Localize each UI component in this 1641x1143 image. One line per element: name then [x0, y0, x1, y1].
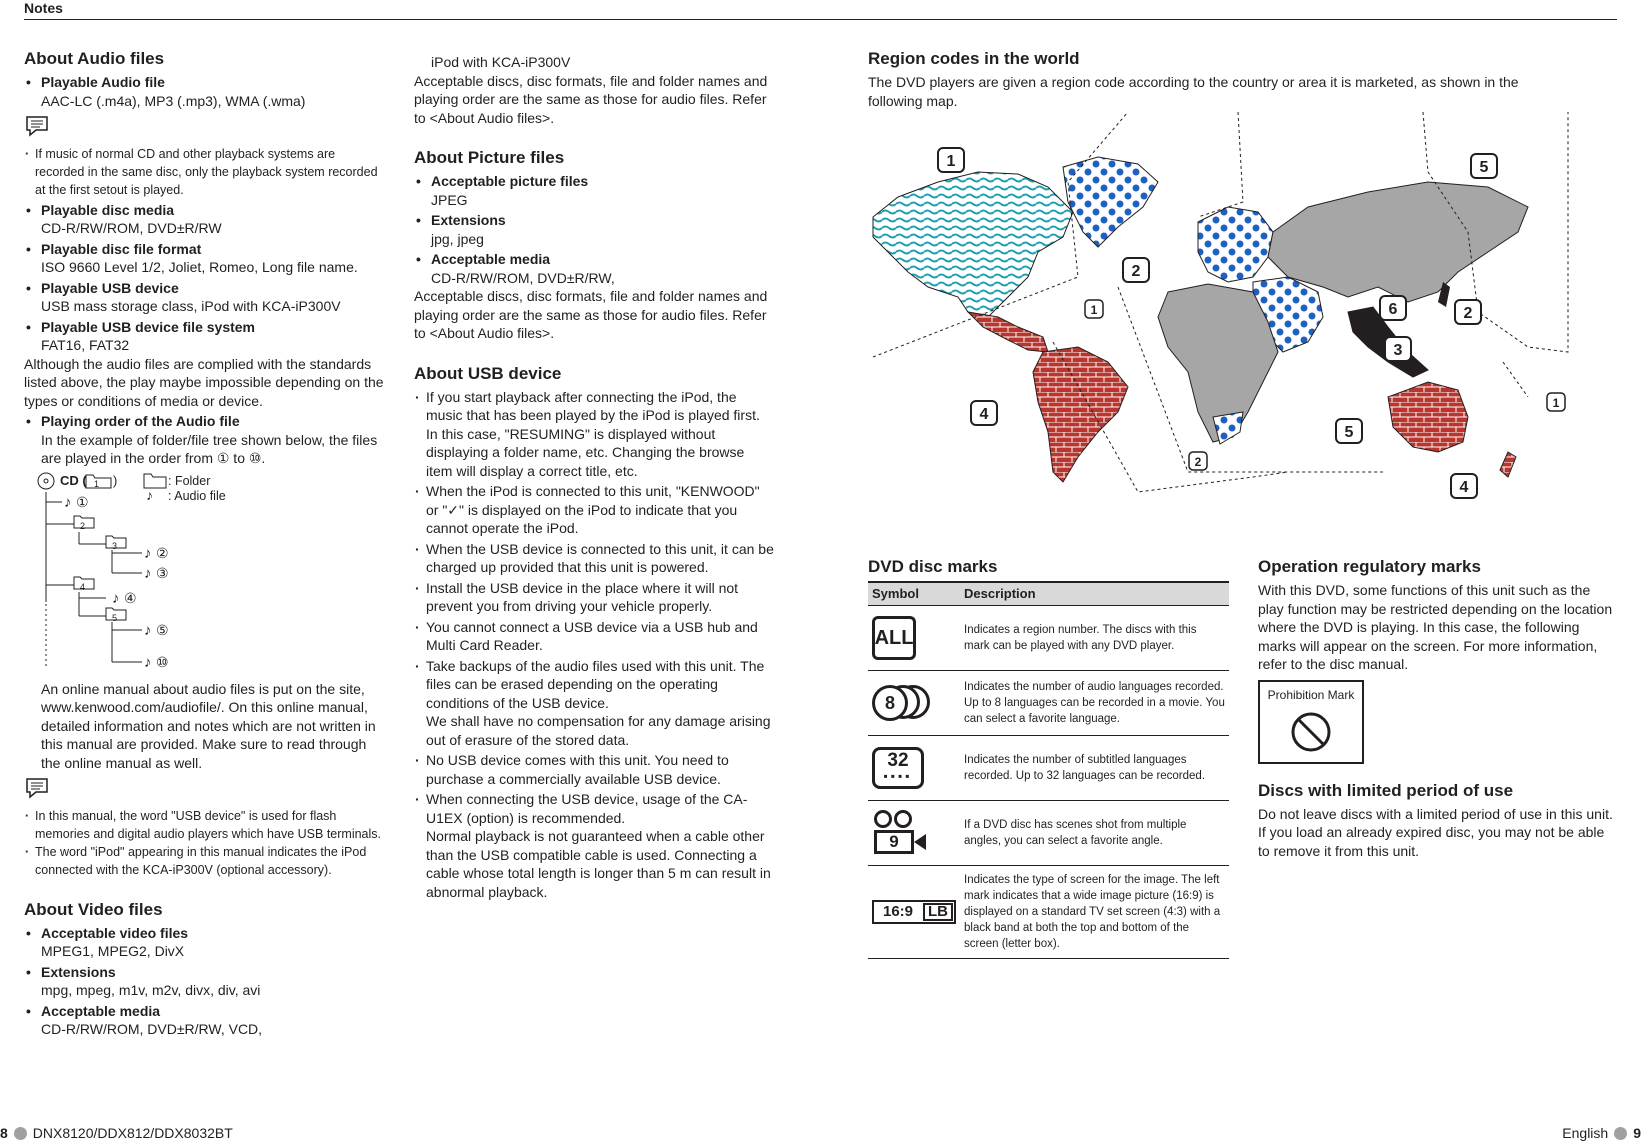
usb-item-4: · Install the USB device in the place where it will not prevent you from driving your vehicle properly. — [414, 579, 774, 616]
audio-bullet-5: • Playable USB device file system — [24, 318, 384, 337]
prohibition-mark — [1258, 680, 1364, 764]
tree-legend-folder: : Folder — [168, 473, 211, 488]
svg-text:2: 2 — [1194, 455, 1202, 469]
map-europe — [1198, 207, 1273, 282]
row-desc: Indicates a region number. The discs with this mark can be played with any DVD player. — [960, 606, 1229, 671]
tree-cd-label: CD ( — [60, 472, 87, 488]
video-title: About Video files — [24, 899, 163, 919]
picture-bullet-2: • Extensions — [414, 211, 774, 230]
folder-tree-diagram — [24, 472, 384, 680]
usb-item-1-text: · If you start playback after connecting the iPod, the music that has been played by the iPod is played first. — [426, 388, 760, 423]
audio-note-1: · If music of normal CD and other playback systems are recorded in the same disc, only the playback system recorded at the first setout is played. — [24, 145, 384, 199]
audio-bullet-2-text: CD-R/RW/ROM, DVD±R/RW — [41, 220, 222, 236]
svg-text:♪: ♪ — [144, 564, 152, 582]
svg-text:1: 1 — [1090, 303, 1098, 317]
svg-text:♪: ♪ — [146, 486, 153, 503]
video-bullet-1-text: MPEG1, MPEG2, DivX — [41, 943, 185, 959]
usb-title: About USB device — [414, 363, 562, 383]
disc-marks-section — [868, 556, 1229, 959]
map-asia — [1268, 182, 1528, 302]
usb-item-6-continued: We shall have no compensation for any damage arising out of erasure of the stored data. — [426, 713, 771, 748]
all-region-icon — [868, 606, 960, 671]
picture-bullet-3: • Acceptable media — [414, 250, 774, 269]
svg-text:4: 4 — [979, 406, 989, 423]
audio-standards-paragraph: Although the audio files are complied with the standards listed above, the play maybe impossible depending on the types or conditions of media or device. — [24, 355, 384, 409]
tree-n4: ④ — [124, 589, 137, 606]
disc-marks-table — [868, 581, 1229, 959]
angles-icon — [868, 801, 960, 866]
svg-text:♪: ♪ — [112, 589, 120, 607]
footer-dot — [14, 1127, 27, 1140]
audio-bullet-4: • Playable USB device — [24, 279, 384, 298]
usb-item-6 — [414, 657, 774, 750]
audio-online-manual: An online manual about audio files is put on the site, www.kenwood.com/audiofile/. On this online manual, detailed information and notes which are not written in this manual are provided. Make sure to read through the online manual as well. — [41, 680, 376, 771]
usb-item-6-text: · Take backups of the audio files used with this unit. The files can be erased depending on the operating conditions of the USB device. — [426, 657, 765, 711]
picture-paragraph: Acceptable discs, disc formats, file and folder names and playing order are the same as those for audio files. Refer to <About Audio files>. — [414, 288, 768, 341]
svg-text:1: 1 — [946, 153, 956, 170]
prohibition-mark-label: Prohibition Mark — [1267, 687, 1355, 702]
svg-text:♪: ♪ — [144, 653, 152, 671]
audio-note-2: · In this manual, the word "USB device" is used for flash memories and digital audio players which have USB terminals. — [24, 807, 384, 843]
column-2 — [414, 53, 774, 901]
footer-left — [0, 1125, 233, 1141]
row-desc: Indicates the number of audio languages recorded. Up to 8 languages can be recorded in a movie. You can select a favorite language. — [960, 671, 1229, 736]
column-3 — [868, 48, 1578, 110]
video-bullet-1: • Acceptable video files — [24, 924, 384, 943]
usb-item-1 — [414, 388, 774, 481]
svg-text:5: 5 — [1479, 159, 1489, 176]
video-bullet-3: • Acceptable media — [24, 1002, 384, 1021]
usb-item-5: · You cannot connect a USB device via a USB hub and Multi Card Reader. — [414, 618, 774, 655]
tree-f4: 4 — [80, 581, 86, 592]
map-north-america — [873, 172, 1073, 317]
page-header-title: Notes — [24, 0, 63, 16]
video-paragraph: Acceptable discs, disc formats, file and folder names and playing order are the same as those for audio files. Refer to <About Audio files>. — [414, 72, 768, 126]
operation-text: With this DVD, some functions of this unit such as the play function may be restricted depending on the location where the DVD is playing. In this case, the following marks will appear on the screen. For more information, refer to the disc manual. — [1258, 582, 1613, 672]
header-rule — [24, 19, 1617, 20]
audio-bullet-1: • Playable Audio file — [24, 73, 384, 92]
region-title: Region codes in the world — [868, 49, 1080, 68]
picture-title: About Picture files — [414, 148, 565, 167]
operation-section — [1258, 556, 1618, 860]
table-row — [868, 866, 1229, 959]
audio-bullet-1-text: AAC-LC (.m4a), MP3 (.mp3), WMA (.wma) — [41, 92, 306, 109]
row-desc: Indicates the type of screen for the image. The left mark indicates that a wide image picture (16:9) is displayed on a standard TV set screen (4:3) with a black band at both the top and bottom of the screen (letter box). — [960, 866, 1229, 959]
note-icon — [24, 776, 384, 805]
subtitle-languages-icon: 32 ▪▪▪▪ — [868, 736, 960, 801]
table-row — [868, 671, 1229, 736]
tree-legend-audio: : Audio file — [168, 488, 226, 503]
map-new-zealand — [1500, 452, 1516, 477]
column-1 — [24, 48, 384, 1039]
row-desc: Indicates the number of subtitled languages recorded. Up to 32 languages can be recorded. — [960, 736, 1229, 801]
prohibition-icon — [1289, 710, 1333, 754]
svg-text:♪: ♪ — [144, 544, 152, 562]
tree-f5: 5 — [112, 612, 118, 623]
all-region-text: ALL — [874, 627, 914, 649]
tree-n5: ⑤ — [156, 621, 169, 638]
footer-language: English — [1562, 1125, 1609, 1141]
tree-n3: ③ — [156, 564, 169, 581]
operation-title: Operation regulatory marks — [1258, 557, 1481, 576]
region-map — [868, 112, 1578, 512]
video-bullet-2-text: mpg, mpeg, m1v, m2v, divx, div, avi — [41, 982, 261, 998]
row-desc: If a DVD disc has scenes shot from multiple angles, you can select a favorite angle. — [960, 801, 1229, 866]
map-south-america — [1033, 347, 1128, 482]
tree-f3: 3 — [112, 540, 118, 551]
ratio-text: 16:9 — [882, 903, 914, 920]
video-bullet-3-continued: iPod with KCA-iP300V — [431, 54, 571, 70]
region-text: The DVD players are given a region code according to the country or area it is marketed, as shown in the following map. — [868, 74, 1519, 109]
footer-right — [1562, 1125, 1641, 1141]
usb-item-8-text: · When connecting the USB device, usage of the CA-U1EX (option) is recommended. — [426, 791, 748, 826]
audio-bullet-6: • Playing order of the Audio file — [24, 412, 384, 431]
usb-item-7: · No USB device comes with this unit. You need to purchase a commercially available USB device. — [414, 751, 774, 788]
footer-dot — [1614, 1127, 1627, 1140]
svg-text:2: 2 — [1131, 263, 1141, 280]
svg-text:♪: ♪ — [64, 493, 72, 511]
angles-count-text: 9 — [889, 832, 899, 851]
svg-text:1: 1 — [1552, 396, 1560, 410]
audio-bullet-5-text: FAT16, FAT32 — [41, 337, 130, 353]
usb-item-1-continued: In this case, "RESUMING" is displayed without displaying a folder name, etc. Changing the browse item will display a correct title, etc. — [426, 425, 745, 479]
picture-bullet-1: • Acceptable picture files — [414, 172, 774, 191]
col-description: Description — [960, 582, 1229, 606]
tree-n2: ② — [156, 544, 169, 561]
audio-count-text: 8 — [884, 693, 895, 713]
svg-text:4: 4 — [1459, 479, 1469, 496]
table-row — [868, 606, 1229, 671]
subtitle-count-text: 32 — [887, 750, 909, 771]
audio-bullet-3: • Playable disc file format — [24, 240, 384, 259]
usb-item-8-continued: Normal playback is not guaranteed when a cable other than the USB compatible cable is used. Connecting a cable whose total length is longer than 5 m can result in abnormal playback. — [426, 828, 771, 900]
footer-model: DNX8120/DDX812/DDX8032BT — [32, 1125, 233, 1141]
map-australia — [1388, 382, 1468, 452]
table-header-row — [868, 582, 1229, 606]
audio-bullet-2: • Playable disc media — [24, 201, 384, 220]
tree-n1: ① — [76, 493, 89, 510]
limited-text: Do not leave discs with a limited period of use in this unit. If you load an already expired disc, you may not be able to remove it from this unit. — [1258, 805, 1613, 859]
tree-n10: ⑩ — [156, 653, 169, 670]
tree-cd-close: ) — [113, 472, 118, 488]
picture-bullet-1-text: JPEG — [431, 191, 468, 208]
col-symbol: Symbol — [868, 582, 960, 606]
audio-note-3: · The word "iPod" appearing in this manual indicates the iPod connected with the KCA-iP300V (optional accessory). — [24, 843, 384, 879]
limited-title: Discs with limited period of use — [1258, 780, 1514, 800]
disc-marks-title: DVD disc marks — [868, 557, 998, 576]
table-row — [868, 801, 1229, 866]
audio-bullet-6-text: In the example of folder/file tree shown below, the files are played in the order from ① to ⑩. — [41, 431, 378, 466]
map-central-america — [968, 312, 1048, 352]
footer-right-page: 9 — [1633, 1125, 1641, 1141]
note-icon — [24, 114, 384, 143]
table-row — [868, 736, 1229, 801]
usb-item-3: · When the USB device is connected to this unit, it can be charged up provided that this unit is powered. — [414, 540, 774, 577]
svg-text:♪: ♪ — [144, 621, 152, 639]
picture-bullet-2-text: jpg, jpeg — [431, 230, 484, 247]
tree-f1: 1 — [94, 478, 100, 489]
picture-bullet-3-text: CD-R/RW/ROM, DVD±R/RW, — [431, 269, 615, 286]
letterbox-icon — [868, 866, 960, 959]
svg-text:3: 3 — [1393, 342, 1403, 359]
lb-text: LB — [923, 903, 953, 921]
audio-bullet-3-text: ISO 9660 Level 1/2, Joliet, Romeo, Long file name. — [41, 259, 358, 275]
svg-text:5: 5 — [1344, 424, 1354, 441]
audio-title: About Audio files — [24, 49, 165, 68]
tree-f2: 2 — [80, 520, 86, 531]
footer-left-page: 8 — [0, 1125, 8, 1141]
usb-item-8 — [414, 790, 774, 901]
audio-bullet-4-text: USB mass storage class, iPod with KCA-iP300V — [41, 298, 341, 314]
video-bullet-3-text: CD-R/RW/ROM, DVD±R/RW, VCD, — [41, 1021, 263, 1037]
audio-languages-icon — [868, 671, 960, 736]
video-bullet-2: • Extensions — [24, 963, 384, 982]
svg-text:2: 2 — [1463, 305, 1473, 322]
usb-item-2: · When the iPod is connected to this unit, "KENWOOD" or "✓" is displayed on the iPod to indicate that you cannot operate the iPod. — [414, 482, 774, 538]
svg-text:6: 6 — [1388, 301, 1398, 318]
